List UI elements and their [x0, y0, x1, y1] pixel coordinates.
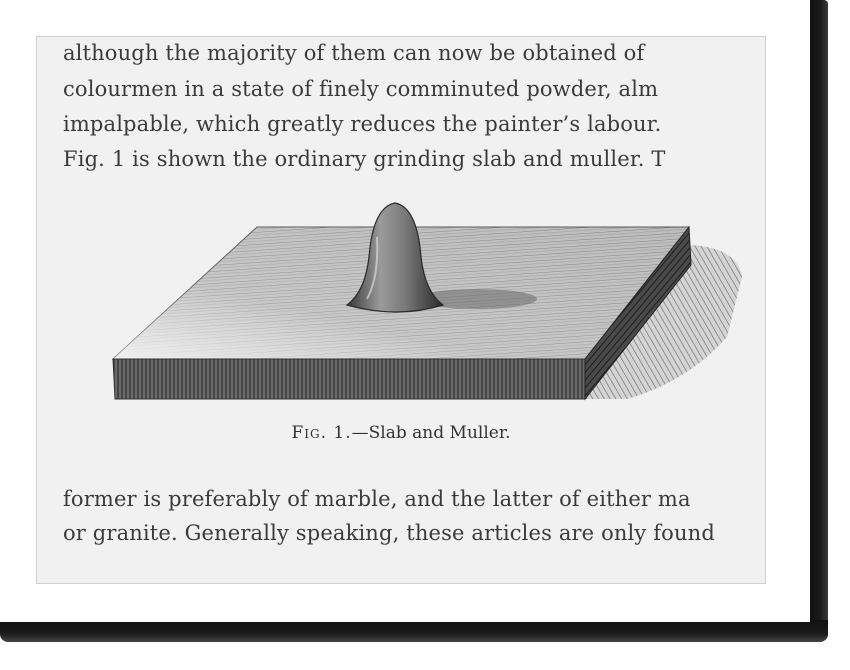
text-line-2: colourmen in a state of finely comminuted powder, alm	[63, 77, 659, 101]
figure-number: Fig. 1.	[291, 423, 352, 443]
text-line-3: impalpable, which greatly reduces the painter’s labour.	[63, 112, 662, 136]
page-scan	[36, 36, 766, 584]
text-line-1: although the majority of them can now be obtained of	[63, 41, 645, 65]
frame-shadow-right	[808, 0, 828, 640]
text-line-5: former is preferably of marble, and the latter of either ma	[63, 487, 691, 511]
frame-shadow-bottom	[0, 620, 828, 642]
figure-caption	[37, 423, 765, 443]
text-line-4: Fig. 1 is shown the ordinary grinding slab and muller. T	[63, 147, 666, 171]
text-line-6: or granite. Generally speaking, these articles are only found	[63, 521, 715, 545]
slab-front-face	[113, 359, 585, 399]
figure-title: —Slab and Muller.	[351, 423, 511, 443]
